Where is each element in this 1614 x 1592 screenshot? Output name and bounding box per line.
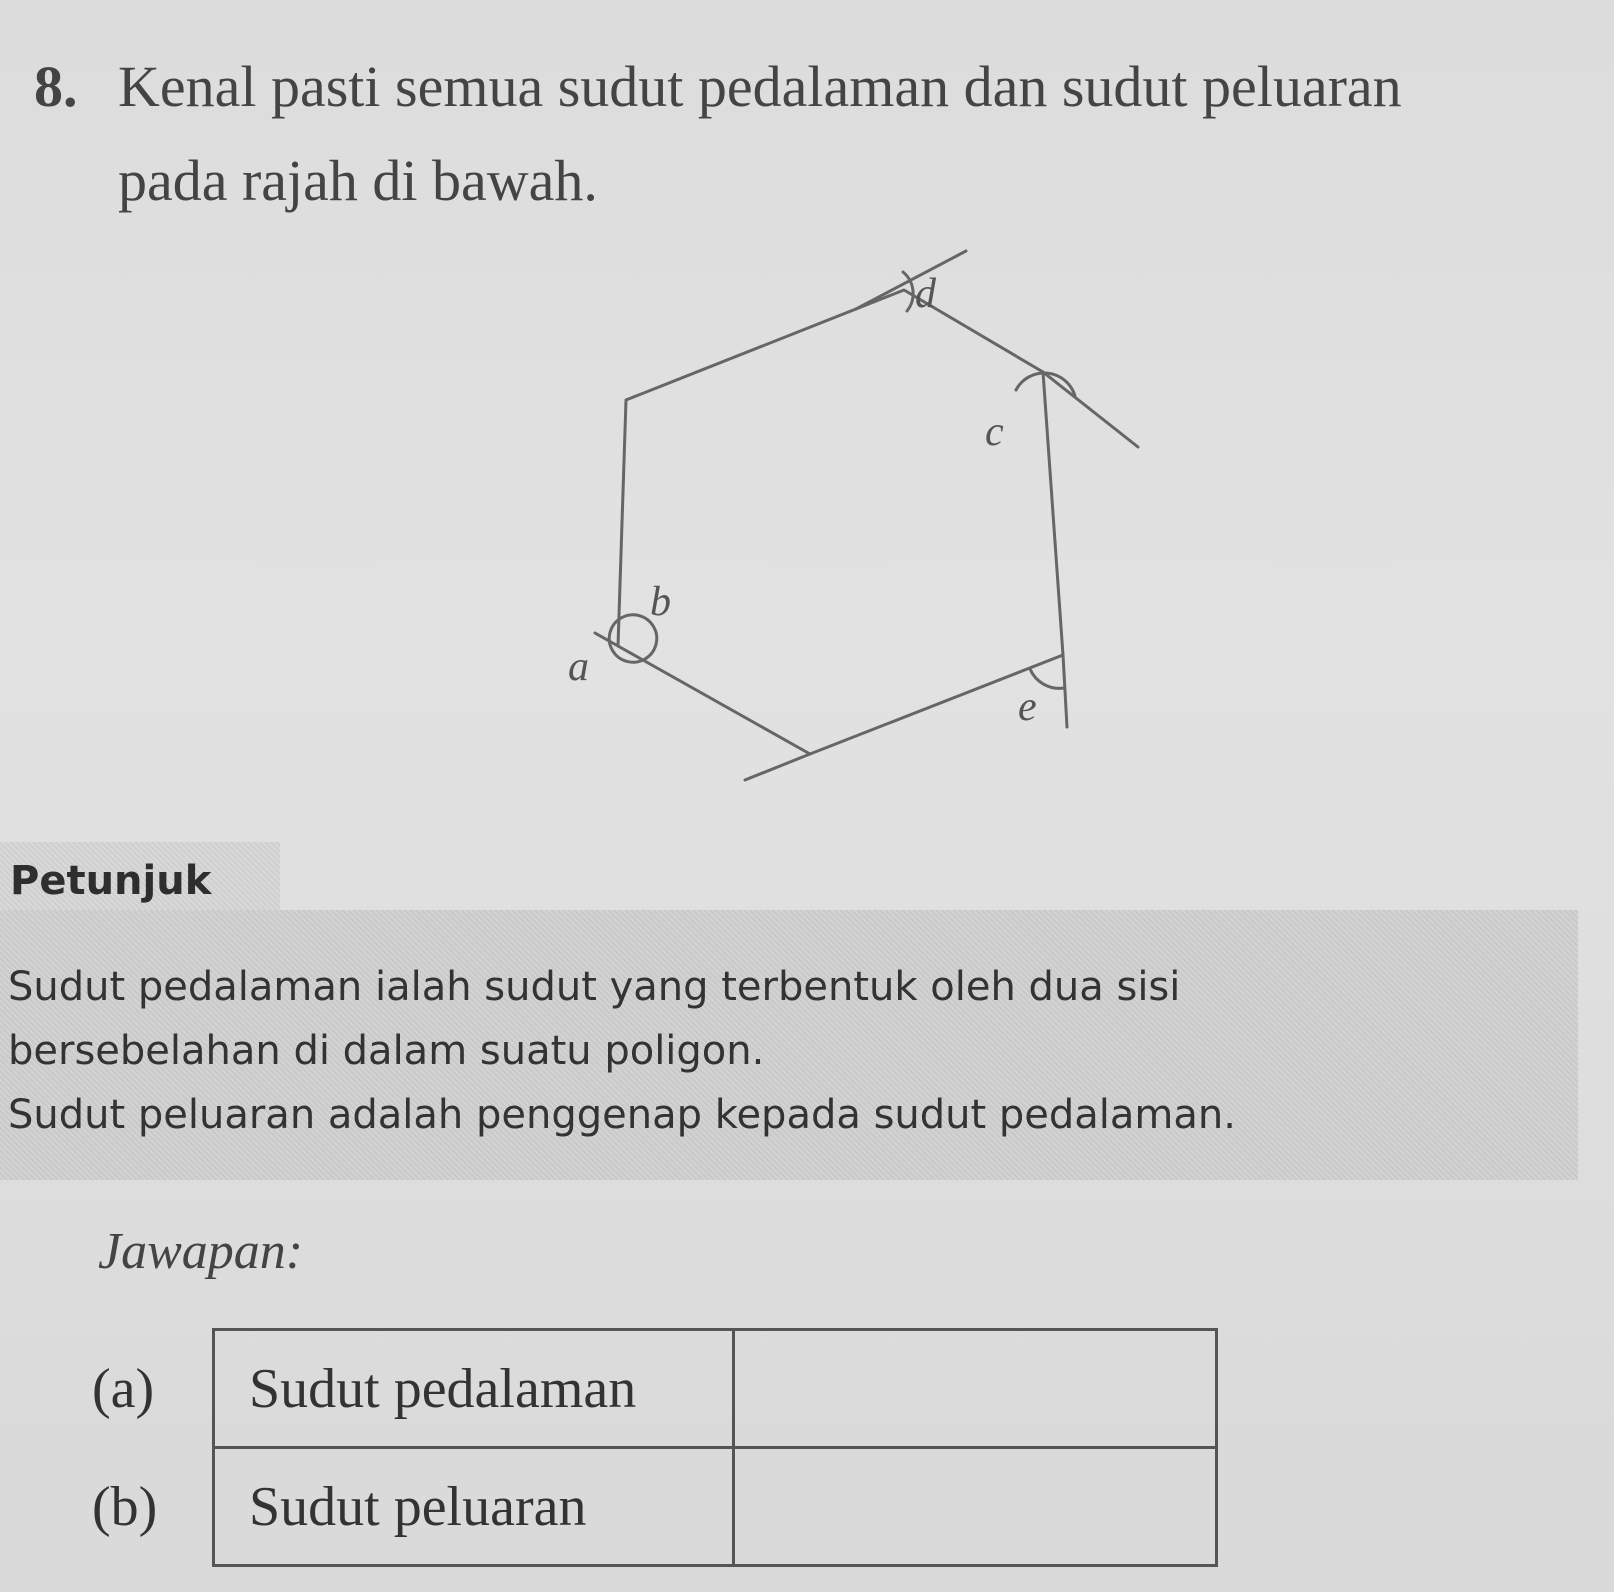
answer-row-b [92, 1448, 1217, 1566]
row-name-b: Sudut peluaran [214, 1448, 734, 1566]
row-label-b: (b) [92, 1475, 158, 1538]
answer-cell-a[interactable] [734, 1330, 1217, 1448]
hint-line-2: bersebelahan di dalam suatu poligon. [8, 1028, 765, 1074]
angle-label-c: c [985, 409, 1004, 455]
hint-text [8, 955, 1568, 1147]
arc-a [609, 618, 645, 662]
question-number: 8. [34, 54, 78, 119]
hexagon-outline [618, 290, 1063, 754]
extended-side-right [1043, 372, 1138, 447]
row-name-a: Sudut pedalaman [214, 1330, 734, 1448]
angle-label-d: d [915, 271, 936, 317]
hint-line-3: Sudut peluaran adalah penggenap kepada sudut pedalaman. [8, 1092, 1236, 1138]
answer-table [92, 1328, 1218, 1567]
hint-line-1: Sudut pedalaman ialah sudut yang terbentuk oleh dua sisi [8, 964, 1181, 1010]
extended-side-left [595, 633, 618, 646]
answer-row-a [92, 1330, 1217, 1448]
answer-heading: Jawapan: [98, 1223, 304, 1280]
answer-cell-b[interactable] [734, 1448, 1217, 1566]
question-text-2: pada rajah di bawah. [118, 148, 598, 213]
angle-label-b: b [650, 579, 671, 625]
extended-side-bottom-right [1063, 655, 1067, 727]
extended-side-bottom [745, 754, 810, 780]
question-text-1: Kenal pasti semua sudut pedalaman dan sudut peluaran [118, 54, 1402, 119]
row-label-a: (a) [92, 1357, 155, 1420]
angle-label-e: e [1018, 684, 1037, 730]
angle-label-a: a [568, 644, 589, 690]
hint-title: Petunjuk [10, 858, 212, 904]
